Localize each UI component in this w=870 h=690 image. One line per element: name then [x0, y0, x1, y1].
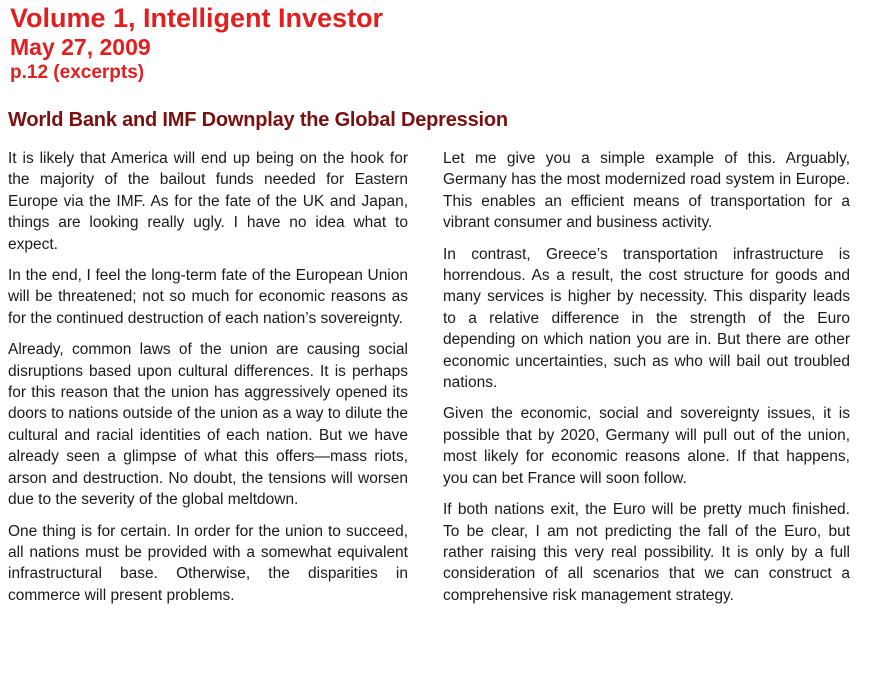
left-column — [8, 148, 408, 616]
article-headline: World Bank and IMF Downplay the Global Depression — [8, 109, 508, 131]
paragraph: Already, common laws of the union are causing social disruptions based upon cultural differences. It is perhaps for this reason that the union has aggressively opened its doors to nations outside of the union as a way to dilute the cultural and racial identities of each nation. But we have already seen a glimpse of what this offers—mass riots, arson and destruction. No doubt, the tensions will worsen due to the severity of the global meltdown. — [8, 341, 408, 509]
paragraph: It is likely that America will end up being on the hook for the majority of the bailout funds needed for Eastern Europe via the IMF. As for the fate of the UK and Japan, things are looking really ugly. I have no idea what to expect. — [8, 150, 408, 253]
paragraph: In contrast, Greece’s transportation infrastructure is horrendous. As a result, the cost structure for goods and many services is higher by necessity. This disparity leads to a relative difference in the strength of the Euro depending on which nation you are in. But there are other economic uncertainties, such as who will bail out troubled nations. — [443, 245, 850, 392]
paragraph: In the end, I feel the long-term fate of the European Union will be threatened; not so much for economic reasons as for the continued destruction of each nation’s sovereignty. — [8, 267, 408, 327]
paragraph: One thing is for certain. In order for the union to succeed, all nations must be provided with a somewhat equivalent infrastructural base. Otherwise, the disparities in commerce will present problems. — [8, 522, 408, 604]
volume-title: Volume 1, Intelligent Investor — [10, 3, 384, 33]
issue-date: May 27, 2009 — [10, 34, 151, 60]
paragraph: Let me give you a simple example of this. Arguably, Germany has the most modernized road system in Europe. This enables an efficient means of transportation for a vibrant consumer and business activity. — [443, 150, 850, 232]
page-reference: p.12 (excerpts) — [10, 62, 145, 83]
right-column — [443, 148, 850, 616]
paragraph: If both nations exit, the Euro will be pretty much finished. To be clear, I am not predicting the fall of the Euro, but rather raising this very real possibility. It is only by a full consideration of all scenarios that we can construct a comprehensive risk management strategy. — [443, 501, 850, 604]
paragraph: Given the economic, social and sovereignty issues, it is possible that by 2020, Germany will pull out of the union, most likely for economic reasons alone. If that happens, you can bet France will soon follow. — [443, 405, 850, 487]
document-header — [10, 3, 383, 84]
